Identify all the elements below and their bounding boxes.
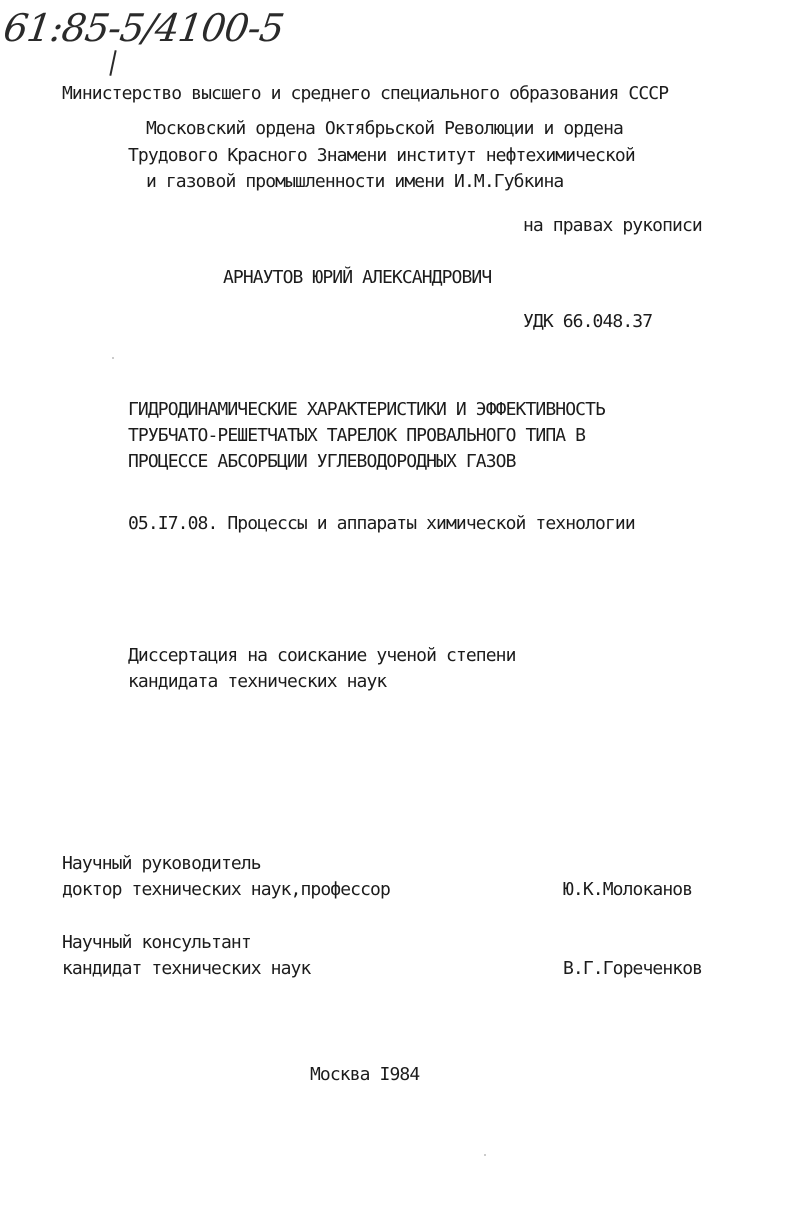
consultant-title: кандидат технических наук [62,958,311,979]
scan-speck [484,1154,486,1156]
udc-code: УДК 66.048.37 [523,311,653,332]
handwritten-catalog-code: 61:85-5/4100-5 [0,6,287,50]
specialty-line: 05.I7.08. Процессы и аппараты химической технологии [128,513,635,534]
supervisor-role: Научный руководитель [62,853,261,874]
degree-line-2: кандидата технических наук [128,671,387,692]
institute-line-2: Трудового Красного Знамени институт нефтехимической [128,145,635,166]
title-line-1: ГИДРОДИНАМИЧЕСКИЕ ХАРАКТЕРИСТИКИ И ЭФФЕКТИВНОСТЬ [128,399,605,420]
manuscript-note: на правах рукописи [523,215,702,236]
author-name: АРНАУТОВ ЮРИЙ АЛЕКСАНДРОВИЧ [223,267,492,288]
institute-line-3: и газовой промышленности имени И.М.Губкина [146,171,564,192]
institute-line-1: Московский ордена Октябрьской Революции и ордена [146,118,623,139]
handwritten-stroke [109,50,116,76]
ministry-line: Министерство высшего и среднего специального образования СССР [62,83,669,104]
supervisor-name: Ю.К.Молоканов [563,879,693,900]
consultant-name: В.Г.Гореченков [563,958,703,979]
title-line-2: ТРУБЧАТО-РЕШЕТЧАТЫХ ТАРЕЛОК ПРОВАЛЬНОГО ТИПА В [128,425,586,446]
consultant-role: Научный консультант [62,932,251,953]
place-year: Москва I984 [310,1064,420,1085]
supervisor-title: доктор технических наук,профессор [62,879,390,900]
scan-speck [112,357,114,359]
degree-line-1: Диссертация на соискание ученой степени [128,645,516,666]
title-line-3: ПРОЦЕССЕ АБСОРБЦИИ УГЛЕВОДОРОДНЫХ ГАЗОВ [128,451,516,472]
